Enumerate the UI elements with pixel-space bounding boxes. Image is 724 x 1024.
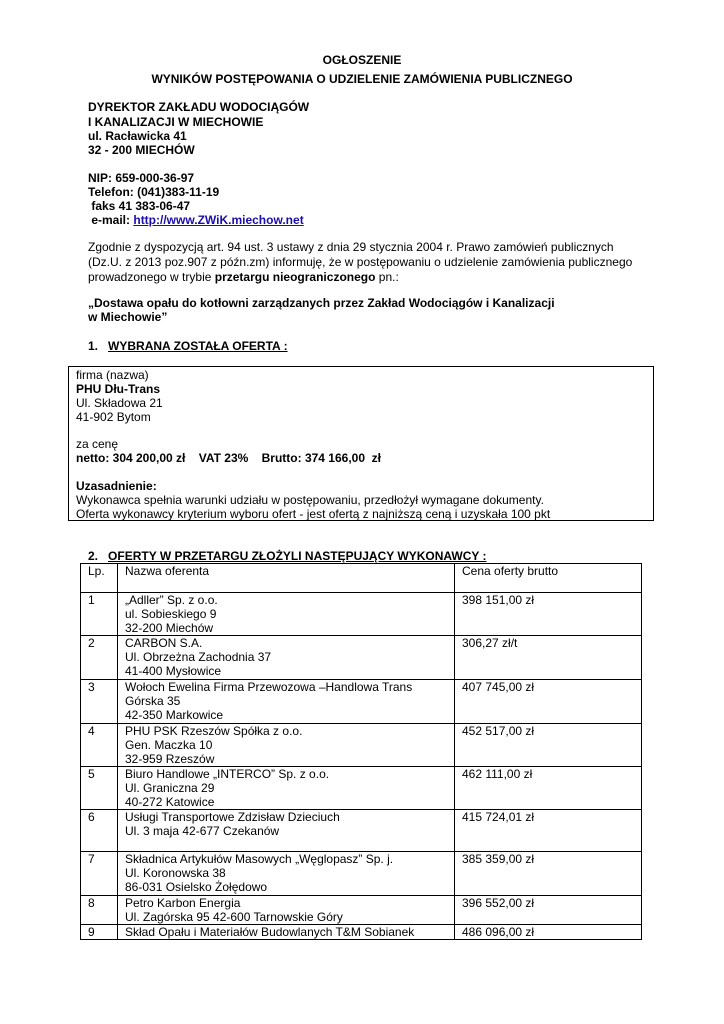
intro-text-after: pn.: (375, 270, 399, 284)
issuer-street: ul. Racławicka 41 (88, 129, 187, 143)
row-name (118, 852, 455, 896)
subject-line-2: w Miechowie” (88, 310, 168, 324)
row-name-line: Składnica Artykułów Masowych „Węglopasz” Sp. j. (125, 852, 394, 866)
intro-text-before: Zgodnie z dyspozycją art. 94 ust. 3 ustawy z dnia 29 stycznia 2004 r. Prawo zamówień publicznych (Dz.U. z 2013 poz.907 z późn.zm) informuję, że w postępowaniu o udzielenie zamówienia publicznego prowadzonego w trybie (88, 240, 633, 284)
table-row (81, 680, 642, 724)
table-row (81, 852, 642, 896)
row-name-line: 32-200 Miechów (125, 621, 214, 635)
row-name-line: Gen. Maczka 10 (125, 738, 213, 752)
table-row (81, 593, 642, 636)
table-row (81, 724, 642, 767)
issuer-fax: faks 41 383-06-47 (88, 199, 191, 213)
row-price: 415 724,01 zł (455, 810, 642, 852)
firm-street: Ul. Składowa 21 (76, 396, 163, 410)
row-price: 407 745,00 zł (455, 680, 642, 724)
section-2-title: OFERTY W PRZETARGU ZŁOŻYLI NASTĘPUJĄCY WYKONAWCY : (108, 549, 487, 563)
firm-name: PHU Dłu-Trans (76, 382, 161, 396)
table-row (81, 767, 642, 810)
row-name-line: 42-350 Markowice (125, 708, 224, 722)
email-label: e-mail: (88, 213, 134, 227)
document-subtitle: WYNIKÓW POSTĘPOWANIA O UDZIELENIE ZAMÓWIENIA PUBLICZNEGO (151, 72, 573, 86)
row-price: 398 151,00 zł (455, 593, 642, 636)
row-name-line: Usługi Transportowe Zdzisław Dzieciuch (125, 810, 340, 824)
column-header-lp: Lp. (81, 564, 118, 593)
row-name-line: Ul. 3 maja 42-677 Czekanów (125, 824, 280, 838)
firm-city: 41-902 Bytom (76, 410, 151, 424)
table-header-row (81, 564, 642, 593)
column-header-name: Nazwa oferenta (118, 564, 455, 593)
row-name-line: PHU PSK Rzeszów Spółka z o.o. (125, 724, 303, 738)
row-name-line: 32-959 Rzeszów (125, 752, 215, 766)
section-1-title: WYBRANA ZOSTAŁA OFERTA : (108, 339, 288, 353)
row-lp: 2 (81, 636, 118, 680)
row-lp: 3 (81, 680, 118, 724)
row-lp: 5 (81, 767, 118, 810)
row-name-line: Ul. Graniczna 29 (125, 781, 215, 795)
row-price: 306,27 zł/t (455, 636, 642, 680)
email-link[interactable]: http://www.ZWiK.miechow.net (133, 213, 304, 227)
section-1-number: 1. (88, 339, 99, 353)
row-lp: 8 (81, 896, 118, 925)
row-name-line: Skład Opału i Materiałów Budowlanych T&M Sobianek (125, 925, 415, 939)
issuer-nip: NIP: 659-000-36-97 (88, 171, 195, 185)
row-name (118, 680, 455, 724)
justification-label: Uzasadnienie: (76, 479, 157, 493)
selected-offer-box (68, 366, 654, 521)
row-lp: 9 (81, 925, 118, 940)
issuer-email (88, 213, 304, 227)
row-lp: 7 (81, 852, 118, 896)
intro-paragraph (88, 240, 648, 285)
section-1-heading (88, 339, 288, 353)
table-row (81, 636, 642, 680)
justification-line-2: Oferta wykonawcy kryterium wyboru ofert - jest ofertą z najniższą ceną i uzyskała 100 pkt (76, 507, 551, 521)
price-label: za cenę (76, 437, 119, 451)
row-name-line: Biuro Handlowe „INTERCO” Sp. z o.o. (125, 767, 330, 781)
offers-table (80, 563, 642, 940)
row-price: 385 359,00 zł (455, 852, 642, 896)
section-2-heading (88, 549, 487, 563)
subject-line-1: „Dostawa opału do kotłowni zarządzanych przez Zakład Wodociągów i Kanalizacji (88, 296, 555, 310)
section-2-number: 2. (88, 549, 99, 563)
row-name-line: CARBON S.A. (125, 636, 203, 650)
issuer-phone: Telefon: (041)383-11-19 (88, 185, 220, 199)
row-name (118, 767, 455, 810)
row-name (118, 593, 455, 636)
issuer-line-2: I KANALIZACJI W MIECHOWIE (88, 115, 264, 129)
table-row (81, 810, 642, 852)
document-title: OGŁOSZENIE (322, 53, 402, 67)
issuer-line-1: DYREKTOR ZAKŁADU WODOCIĄGÓW (88, 100, 310, 114)
intro-text-bold: przetargu nieograniczonego (214, 270, 376, 284)
row-lp: 4 (81, 724, 118, 767)
issuer-city: 32 - 200 MIECHÓW (88, 143, 195, 157)
row-lp: 1 (81, 593, 118, 636)
row-name-line: 86-031 Osielsko Żołędowo (125, 880, 268, 894)
row-name-line: ul. Sobieskiego 9 (125, 607, 217, 621)
price-line: netto: 304 200,00 zł VAT 23% Brutto: 374 166,00 zł (76, 451, 382, 465)
row-price: 462 111,00 zł (455, 767, 642, 810)
table-row (81, 896, 642, 925)
row-price: 452 517,00 zł (455, 724, 642, 767)
row-name-line: Ul. Obrzeżna Zachodnia 37 (125, 650, 272, 664)
row-name-line: Ul. Koronowska 38 (125, 866, 226, 880)
row-name-line: Ul. Zagórska 95 42-600 Tarnowskie Góry (125, 910, 343, 924)
row-name (118, 724, 455, 767)
row-name-line: 41-400 Mysłowice (125, 664, 222, 678)
row-name-line: Górska 35 (125, 694, 181, 708)
row-lp: 6 (81, 810, 118, 852)
table-row (81, 925, 642, 940)
row-name (118, 925, 455, 940)
firm-label: firma (nazwa) (76, 368, 149, 382)
row-name (118, 810, 455, 852)
row-price: 486 096,00 zł (455, 925, 642, 940)
row-name-line: Wołoch Ewelina Firma Przewozowa –Handlowa Trans (125, 680, 413, 694)
justification-line-1: Wykonawca spełnia warunki udziału w postępowaniu, przedłożył wymagane dokumenty. (76, 493, 544, 507)
row-name-line: Petro Karbon Energia (125, 896, 241, 910)
column-header-price: Cena oferty brutto (455, 564, 642, 593)
row-name (118, 896, 455, 925)
row-price: 396 552,00 zł (455, 896, 642, 925)
row-name (118, 636, 455, 680)
row-name-line: 40-272 Katowice (125, 795, 215, 809)
row-name-line: „Adller” Sp. z o.o. (125, 593, 218, 607)
